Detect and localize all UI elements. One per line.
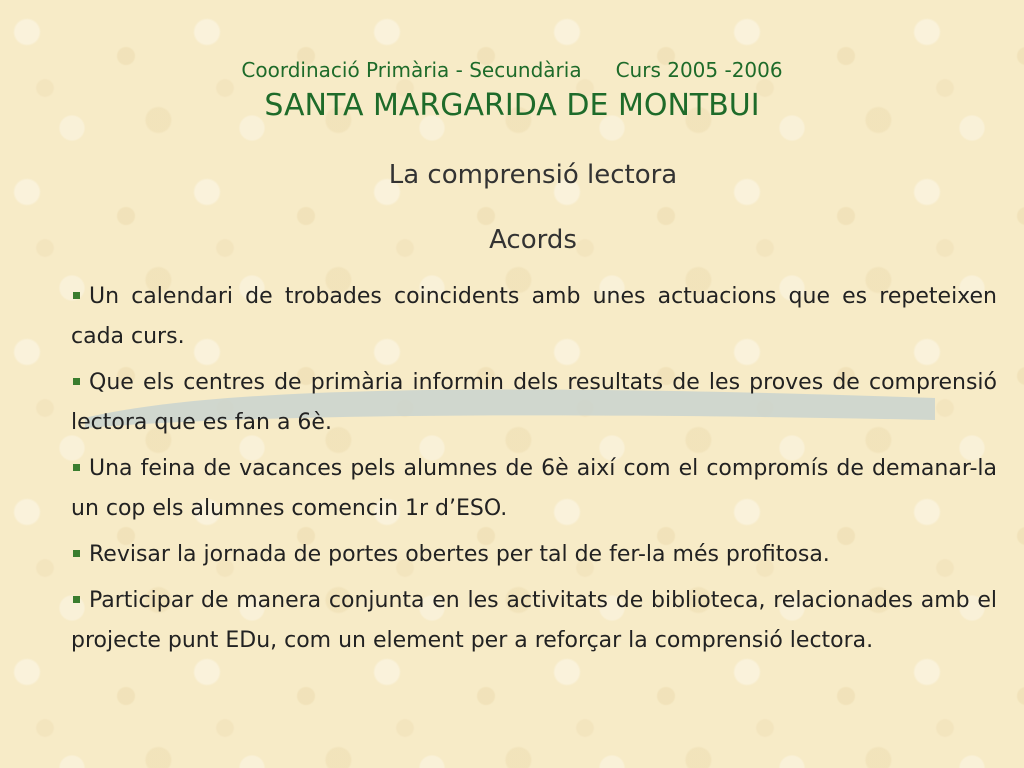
square-bullet-icon — [73, 596, 80, 603]
square-bullet-icon — [73, 464, 80, 471]
agreements-list — [71, 277, 997, 667]
list-item — [71, 363, 997, 443]
list-item — [71, 277, 997, 357]
list-item-text: Revisar la jornada de portes obertes per tal de fer-la més profitosa. — [89, 542, 830, 567]
slide-title: SANTA MARGARIDA DE MONTBUI — [264, 88, 760, 123]
school-year-label: Curs 2005 -2006 — [615, 58, 783, 82]
square-bullet-icon — [73, 292, 80, 299]
list-item — [71, 535, 997, 575]
list-item-text: Que els centres de primària informin dels resultats de les proves de comprensió lectora que es fan a 6è. — [71, 370, 997, 435]
coordination-label: Coordinació Primària - Secundària — [241, 58, 582, 82]
section-heading: Acords — [489, 225, 577, 255]
list-item-text: Una feina de vacances pels alumnes de 6è així com el compromís de demanar-la un cop els alumnes comencin 1r d’ESO. — [71, 456, 997, 521]
topic-heading: La comprensió lectora — [388, 160, 678, 190]
list-item-text: Un calendari de trobades coincidents amb unes actuacions que es repeteixen cada curs. — [71, 284, 997, 349]
header-subtitle-line — [0, 56, 1024, 84]
slide-header — [0, 56, 1024, 126]
square-bullet-icon — [73, 550, 80, 557]
square-bullet-icon — [73, 378, 80, 385]
list-item — [71, 449, 997, 529]
list-item-text: Participar de manera conjunta en les activitats de biblioteca, relacionades amb el projecte punt EDu, com un element per a reforçar la comprensió lectora. — [71, 588, 997, 653]
list-item — [71, 581, 997, 661]
